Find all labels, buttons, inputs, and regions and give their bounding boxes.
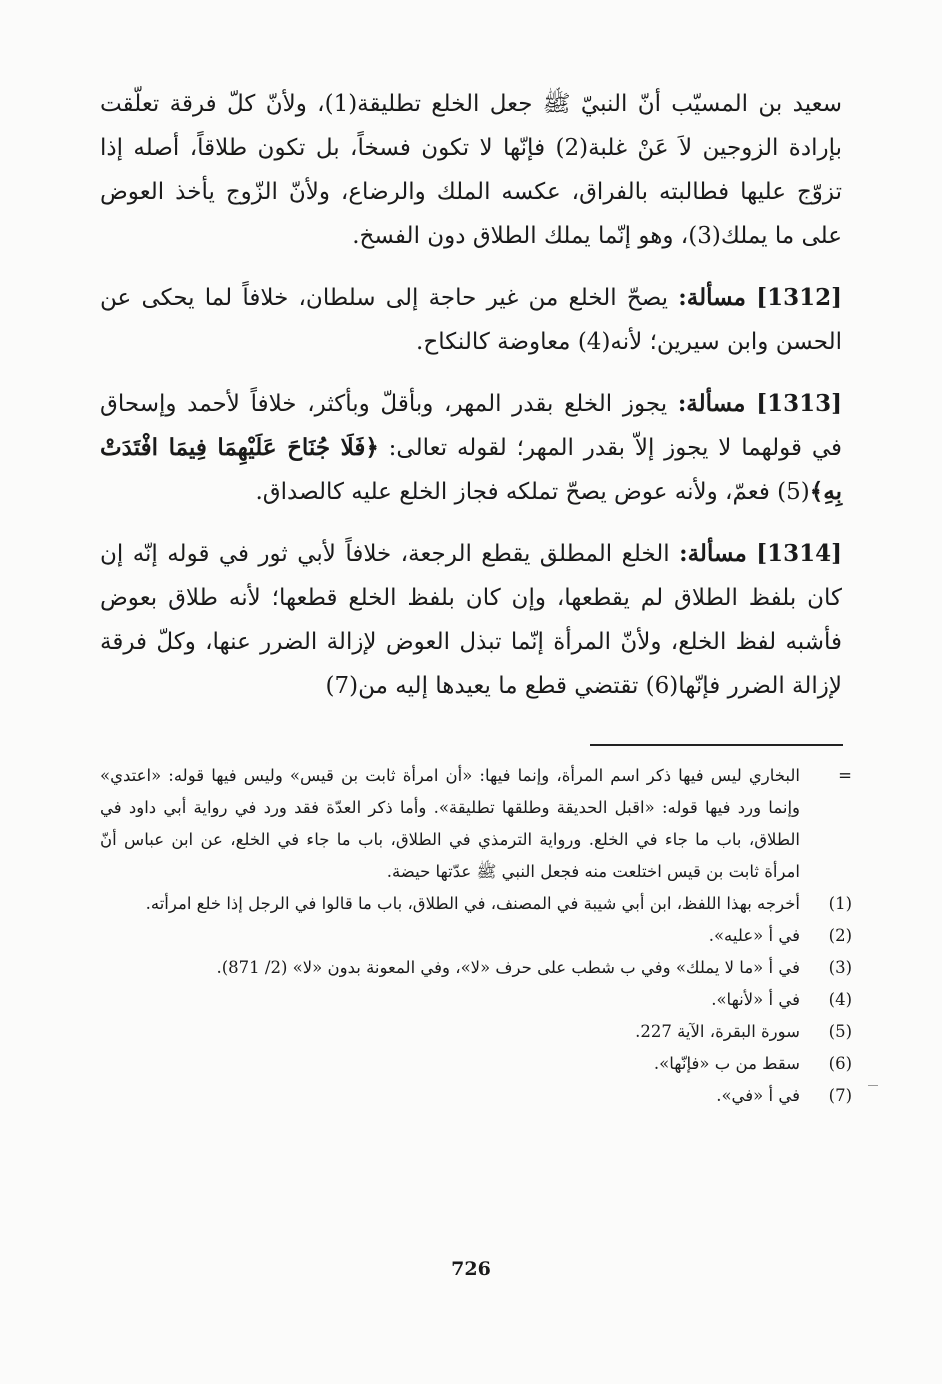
issue-label: مسألة: — [678, 284, 746, 311]
issue-label: مسألة: — [679, 540, 747, 567]
paragraph-text-continued: (5) فعمّ، ولأنه عوض يصحّ تملكه فجاز الخلع عليه كالصداق. — [255, 479, 810, 505]
footnote-3 — [100, 952, 852, 984]
footnote-text: سورة البقرة، الآية 227. — [635, 1022, 800, 1041]
paragraph-text: يصحّ الخلع من غير حاجة إلى سلطان، خلافاً لما يحكى عن الحسن وابن سيرين؛ لأنه(4) معاوضة كالنكاح. — [100, 285, 842, 355]
footnote-mark: (7) — [828, 1086, 852, 1105]
footnote-mark: (6) — [828, 1054, 852, 1073]
footnote-continuation — [100, 760, 852, 888]
issue-number: [1313] — [756, 390, 842, 417]
issue-number: [1314] — [756, 540, 843, 567]
footnote-text: في أ «في». — [716, 1086, 800, 1105]
footnote-mark: (2) — [828, 926, 852, 945]
issue-number: [1312] — [756, 284, 843, 311]
footnote-mark: (4) — [828, 990, 852, 1009]
footnote-text: في أ «ما لا يملك» وفي ب شطب على حرف «لا»، وفي المعونة بدون «لا» (2/ 871). — [216, 958, 800, 977]
footnote-6 — [100, 1048, 852, 1080]
footnote-text: في أ «عليه». — [708, 926, 800, 945]
footnote-2 — [100, 920, 852, 952]
issue-label: مسألة: — [677, 390, 746, 417]
footnote-4 — [100, 984, 852, 1016]
footnote-mark: = — [838, 766, 852, 785]
paragraph-1312 — [100, 276, 842, 364]
footnote-divider — [590, 744, 843, 746]
paragraph-intro — [100, 82, 842, 258]
paragraph-text: الخلع المطلق يقطع الرجعة، خلافاً لأبي ثور في قوله إنّه إن كان بلفظ الطلاق لم يقطعها، وإن كان بلفظ الخلع قطعها؛ لأنه طلاق بعوض فأشبه لفظ الخلع، ولأنّ المرأة إنّما تبذل العوض لإزالة الضرر عنها، وكلّ فرقة لإزالة الضرر فإنّها(6) تقتضي قطع ما يعيدها إليه من(7) — [100, 541, 842, 699]
page-number: 726 — [451, 1258, 491, 1280]
footnote-text: في أ «لأنها». — [711, 990, 800, 1009]
footnote-5 — [100, 1016, 852, 1048]
paragraph-text: سعيد بن المسيّب أنّ النبيّ ﷺ جعل الخلع تطليقة(1)، ولأنّ كلّ فرقة تعلّقت بإرادة الزوجين لاَ عَنْ غلبة(2) فإنّها لا تكون فسخاً، بل تكون طلاقاً، أصله إذا تزوّج عليها فطالبته بالفراق، عكسه الملك والرضاع، ولأنّ الزّوج يأخذ العوض على ما يملك(3)، وهو إنّما يملك الطلاق دون الفسخ. — [100, 91, 843, 249]
footnotes — [100, 760, 852, 1112]
footnote-text: سقط من ب «فإنّها». — [653, 1054, 800, 1073]
footnote-text: البخاري ليس فيها ذكر اسم المرأة، وإنما فيها: «أن امرأة ثابت بن قيس» وليس فيها قوله: «اعتدي» وإنما ورد فيها قوله: «اقبل الحديقة وطلقها تطليقة». وأما ذكر العدّة فقد ورد في رواية أبي داود في الطلاق، باب ما جاء في الخلع. ورواية الترمذي في الطلاق، باب ما جاء في الخلع، عن ابن عباس أنّ امرأة ثابت بن قيس اختلعت منه فجعل النبي ﷺ عدّتها حيضة. — [100, 766, 800, 881]
footnote-text: أخرجه بهذا اللفظ، ابن أبي شيبة في المصنف، في الطلاق، باب ما قالوا في الرجل إذا خلع امرأته. — [145, 894, 800, 913]
footnote-mark: (5) — [828, 1022, 852, 1041]
footnote-mark: (1) — [828, 894, 852, 913]
paragraph-text: يجوز الخلع بقدر المهر، وبأقلّ وبأكثر، خلافاً لأحمد وإسحاق في قولهما لا يجوز إلاّ بقدر المهر؛ لقوله تعالى: — [100, 391, 842, 461]
paragraph-1313 — [100, 382, 842, 514]
footnote-mark: (3) — [828, 958, 852, 977]
footnote-7 — [100, 1080, 852, 1112]
footnote-1 — [100, 888, 852, 920]
margin-mark — [868, 1085, 878, 1086]
paragraph-1314 — [100, 532, 842, 708]
main-text — [100, 82, 842, 726]
quran-quote: ﴿فَلَا جُنَاحَ عَلَيْهِمَا فِيمَا افْتَدَتْ بِهِ﴾ — [100, 434, 842, 505]
